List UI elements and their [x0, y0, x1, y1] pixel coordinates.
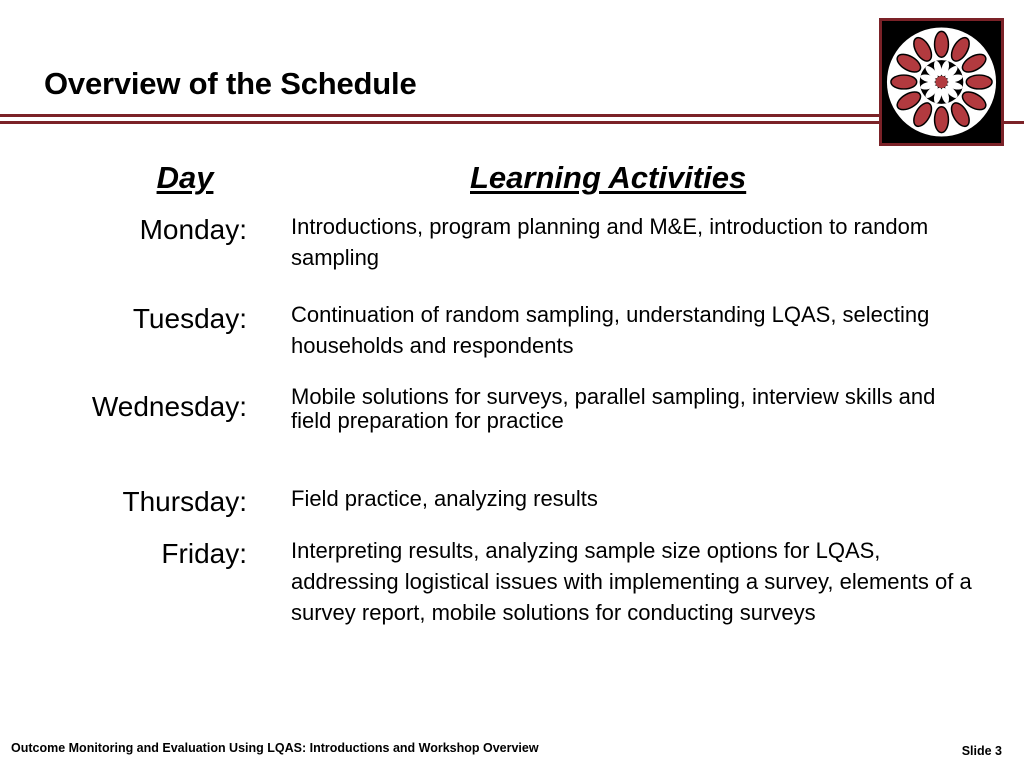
day-column-header: Day	[156, 160, 214, 195]
flower-rosette-icon	[879, 18, 1004, 146]
day-label: Thursday:	[122, 486, 247, 517]
activity-text: Interpreting results, analyzing sample size options for LQAS, addressing logistical issues with implementing a survey, elements of a survey report, mobile solutions for conducting surveys	[291, 538, 972, 625]
activity-text: Field practice, analyzing results	[291, 486, 598, 511]
day-label: Tuesday:	[132, 303, 247, 334]
title-divider-top	[0, 114, 880, 117]
day-label: Wednesday:	[91, 391, 247, 422]
footer-text: Outcome Monitoring and Evaluation Using LQAS: Introductions and Workshop Overview	[11, 741, 539, 755]
day-label: Monday:	[139, 214, 247, 245]
activity-text: Introductions, program planning and M&E, introduction to random sampling	[291, 214, 929, 270]
activities-column-header: Learning Activities	[470, 160, 747, 195]
activity-text: Continuation of random sampling, understanding LQAS, selecting households and respondents	[291, 302, 930, 358]
slide-title: Overview of the Schedule	[44, 66, 417, 101]
day-label: Friday:	[161, 538, 247, 569]
title-divider-bottom	[0, 121, 1024, 124]
slide-number: Slide 3	[961, 744, 1002, 758]
activity-text: Mobile solutions for surveys, parallel sampling, interview skills and field preparation for practice	[291, 384, 936, 433]
